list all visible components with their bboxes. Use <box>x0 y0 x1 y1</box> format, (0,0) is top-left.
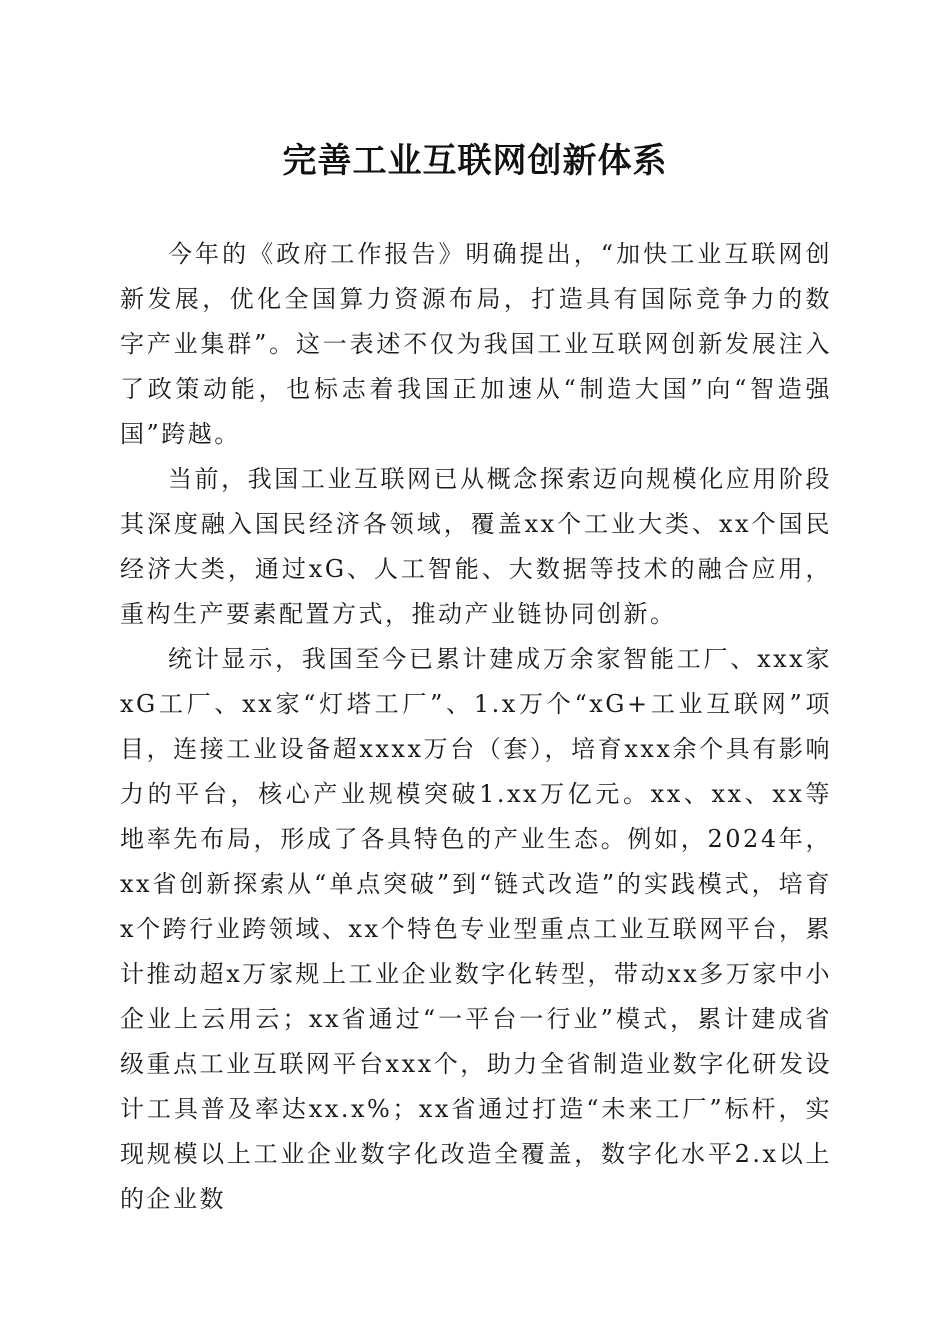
paragraph-3: 统计显示，我国至今已累计建成万余家智能工厂、xxx家xG工厂、xx家“灯塔工厂”、1.x万个“xG+工业互联网”项目，连接工业设备超xxxx万台（套），培育xxx余个具有影响力的平台，核心产业规模突破1.xx万亿元。xx、xx、xx等地率先布局，形成了各具特色的产业生态。例如，2024年，xx省创新探索从“单点突破”到“链式改造”的实践模式，培育x个跨行业跨领域、xx个特色专业型重点工业互联网平台，累计推动超x万家规上工业企业数字化转型，带动xx多万家中小企业上云用云；xx省通过“一平台一行业”模式，累计建成省级重点工业互联网平台xxx个，助力全省制造业数字化研发设计工具普及率达xx.x%；xx省通过打造“未来工厂”标杆，实现规模以上工业企业数字化改造全覆盖，数字化水平2.x以上的企业数 <box>120 645 832 1213</box>
paragraph-1: 今年的《政府工作报告》明确提出，“加快工业互联网创新发展，优化全国算力资源布局，打造具有国际竞争力的数字产业集群”。这一表述不仅为我国工业互联网创新发展注入了政策动能，也标志着我国正加速从“制造大国”向“智造强国”跨越。 <box>120 240 832 448</box>
document-title: 完善工业互联网创新体系 <box>282 141 668 181</box>
document-body <box>120 232 832 1222</box>
paragraph-2: 当前，我国工业互联网已从概念探索迈向规模化应用阶段其深度融入国民经济各领域，覆盖xx个工业大类、xx个国民经济大类，通过xG、人工智能、大数据等技术的融合应用，重构生产要素配置方式，推动产业链协同创新。 <box>120 465 832 628</box>
